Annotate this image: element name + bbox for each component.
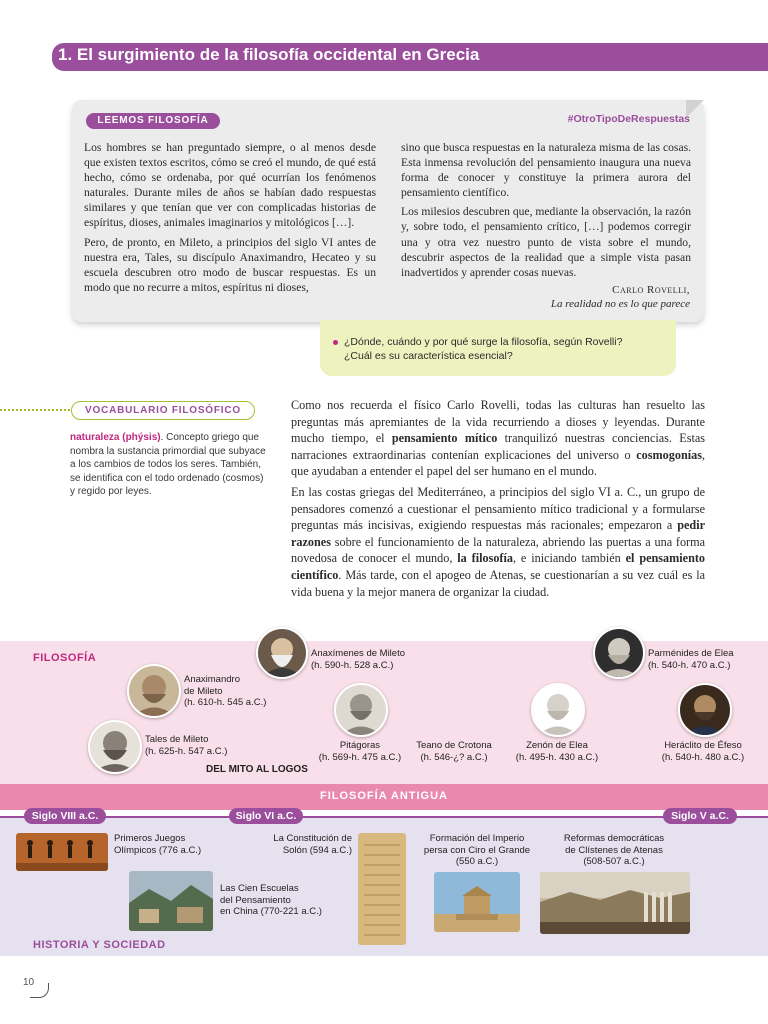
philosopher-dates: (h. 610-h. 545 a.C.) [184,697,267,708]
text-run: , que ayudaban a entender el papel del ser humano en el mundo. [291,447,705,479]
century-pill-viii: Siglo VIII a.C. [24,808,106,824]
bold-term: pensamiento mítico [391,431,498,446]
philosopher-dates: (h. 590-h. 528 a.C.) [311,659,394,671]
reading-tag: LEEMOS FILOSOFÍA [86,113,220,129]
event-text: persa con Ciro el Grande [423,844,531,856]
anaximenes-label [311,648,405,671]
philosopher-name: Parménides de Elea [648,648,734,659]
hundred-schools-image [129,871,213,931]
philosopher-name: Tales de Mileto [145,734,209,745]
author-name: Carlo Rovelli, [612,284,690,296]
philosopher-dates: (h. 569-h. 475 a.C.) [318,751,402,763]
anaximandro-portrait [127,664,181,718]
philosopher-name: de Mileto [184,685,223,697]
event-text: del Pensamiento [220,894,291,906]
olympic-games-label [114,833,201,856]
text-run: . Más tarde, con el apogeo de Atenas, se cuestionarían a su vez cuál es la vida buena y la mejor manera de organizar la ciudad. [291,567,705,599]
bold-term: el pensamiento científico [291,551,705,582]
question-line: ¿Cuál es su característica esencial? [344,350,513,362]
question-text [344,335,664,363]
heraclito-label [656,740,750,763]
text-run: tranquilizó nuestras conciencias. Estas narraciones extraordinarias contenían explicaciones del universo o [291,431,705,462]
century-pill-v: Siglo V a.C. [663,808,737,824]
reading-left-column [84,140,376,299]
event-text: (550 a.C.) [455,856,499,867]
event-text: Primeros Juegos [114,833,186,844]
vocab-dotted-line [0,409,70,411]
bullet-icon [333,340,338,345]
philosopher-name: Anaxímenes de Mileto [311,648,405,659]
solon-tablet-image [358,833,406,945]
text-run: sobre el funcionamiento de la naturaleza, abriendo las puertas a una forma novedosa de conocer el mundo, [291,534,705,566]
question-line: ¿Dónde, cuándo y por qué surge la filosofía, según Rovelli? [344,336,623,348]
philosopher-dates: (h. 625-h. 547 a.C.) [145,745,228,757]
philosopher-dates: (h. 540-h. 470 a.C.) [648,659,731,671]
hundred-schools-label [220,883,322,918]
page-number: 10 [23,977,35,988]
cleisthenes-label [554,833,674,868]
philosopher-name: Anaximandro [184,674,240,685]
vocab-definition-text: . Concepto griego que nombra la sustancia primordial que subyace a los cambios de todos los seres. También, se identifica con el todo ordenado (cosmos) y regido por leyes. [70,432,266,497]
text-run: Como nos recuerda el físico Carlo Rovelli, todas las culturas han resuelto las preguntas más apremiantes de la vida recurriendo a dioses y leyendas. Durante mucho tiempo, el [291,398,705,446]
event-text: Reformas democráticas [563,833,665,844]
reading-right-column [401,140,691,284]
philosopher-name: Heráclito de Éfeso [664,740,742,751]
reading-hashtag: #OtroTipoDeRespuestas [567,113,690,125]
page-corner-decoration [30,983,49,998]
anaximenes-portrait [256,627,308,679]
philosopher-name: Zenón de Elea [526,740,588,751]
vocab-definition [70,431,270,499]
reading-paragraph: Los milesios descubren que, mediante la observación, la razón y, sobre todo, el pensamiento crítico, […] podemos corregir una y otra vez nuestro punto de vista sobre el mundo, descubrir aspectos de la realidad que a simple vista pasan inadvertidos y aprender cosas nuevas. [401,205,691,279]
main-paragraph [291,484,705,600]
athens-painting-image [540,872,690,934]
reading-attribution [480,283,690,311]
century-pill-vi: Siglo VI a.C. [229,808,303,824]
philosopher-dates: (h. 546-¿? a.C.) [420,751,488,763]
olympic-games-image [16,833,108,871]
parmenides-portrait [593,627,645,679]
teano-label [412,740,496,763]
bold-term: cosmogonías [636,447,702,462]
persian-tomb-image [434,872,520,932]
event-text: Formación del Imperio [429,833,525,844]
text-run: En las costas griegas del Mediterráneo, a principios del siglo VI a. C., un grupo de pensadores comenzó a cuestionar el pensamiento mítico tradicional y a formularse preguntas más incisivas, exigiendo respuestas más racionales; empezaron a [291,484,705,533]
philosophy-label: FILOSOFÍA [33,652,97,664]
bold-term: la filosofía [457,551,513,566]
work-title: La realidad no es lo que parece [550,298,690,310]
solon-label [262,833,352,856]
ancient-philosophy-label: FILOSOFÍA ANTIGUA [319,790,448,802]
section-title: 1. El surgimiento de la filosofía occidental en Grecia [58,45,480,64]
philosopher-name: Teano de Crotona [416,740,492,751]
pitagoras-label [318,740,402,763]
zenon-portrait [531,683,585,737]
main-text [291,397,705,604]
philosopher-name: Pitágoras [339,740,381,751]
timeline-axis [0,816,768,818]
philosopher-dates: (h. 540-h. 480 a.C.) [661,751,745,763]
anaximandro-label [184,674,266,709]
text-run: , e iniciando también [512,551,626,566]
event-text: Olímpicos (776 a.C.) [114,844,202,856]
bold-term: pedir razones [291,518,705,549]
parmenides-label [648,648,734,671]
event-text: Solón (594 a.C.) [282,844,352,856]
pitagoras-portrait [334,683,388,737]
history-label: HISTORIA Y SOCIEDAD [33,939,166,951]
event-text: (508-507 a.C.) [583,856,645,867]
persian-empire-label [416,833,538,868]
event-text: de Clístenes de Atenas [565,844,663,856]
tales-portrait [88,720,142,774]
vocab-tag: VOCABULARIO FILOSÓFICO [71,401,255,420]
heraclito-portrait [678,683,732,737]
reading-paragraph: sino que busca respuestas en la naturaleza misma de las cosas. Esta inmensa revolución del pensamiento inaugura una nueva forma de conocer y constituye la primera aurora del pensamiento científico. [401,141,691,200]
event-text: en China (770-221 a.C.) [220,906,322,917]
event-text: Las Cien Escuelas [220,883,299,894]
vocab-term: naturaleza (phýsis) [70,432,161,443]
philosopher-dates: (h. 495-h. 430 a.C.) [515,751,599,763]
zenon-label [512,740,602,763]
reading-paragraph: Los hombres se han preguntado siempre, o al menos desde que existen textos escritos, cómo se creó el mundo, de qué está hecho, cómo se ordenaba, por qué ocurrían los fenómenos naturales. Durante miles de años se habían dado respuestas similares y que tenían que ver con complicadas historias de espíritus, dioses, animales imaginarios y mitológicos […]. [84,141,377,230]
main-paragraph [291,397,705,480]
reading-paragraph: Pero, de pronto, en Mileto, a principios del siglo VI antes de nuestra era, Tales, su discípulo Anaximandro, Hecateo y su escuela descubren otro modo de buscar respuestas. Es un modo que no recurre a mitos, espíritus ni dioses, [84,235,376,294]
event-text: La Constitución de [273,833,352,844]
myth-to-logos-label: DEL MITO AL LOGOS [206,764,308,775]
tales-label [145,734,227,757]
